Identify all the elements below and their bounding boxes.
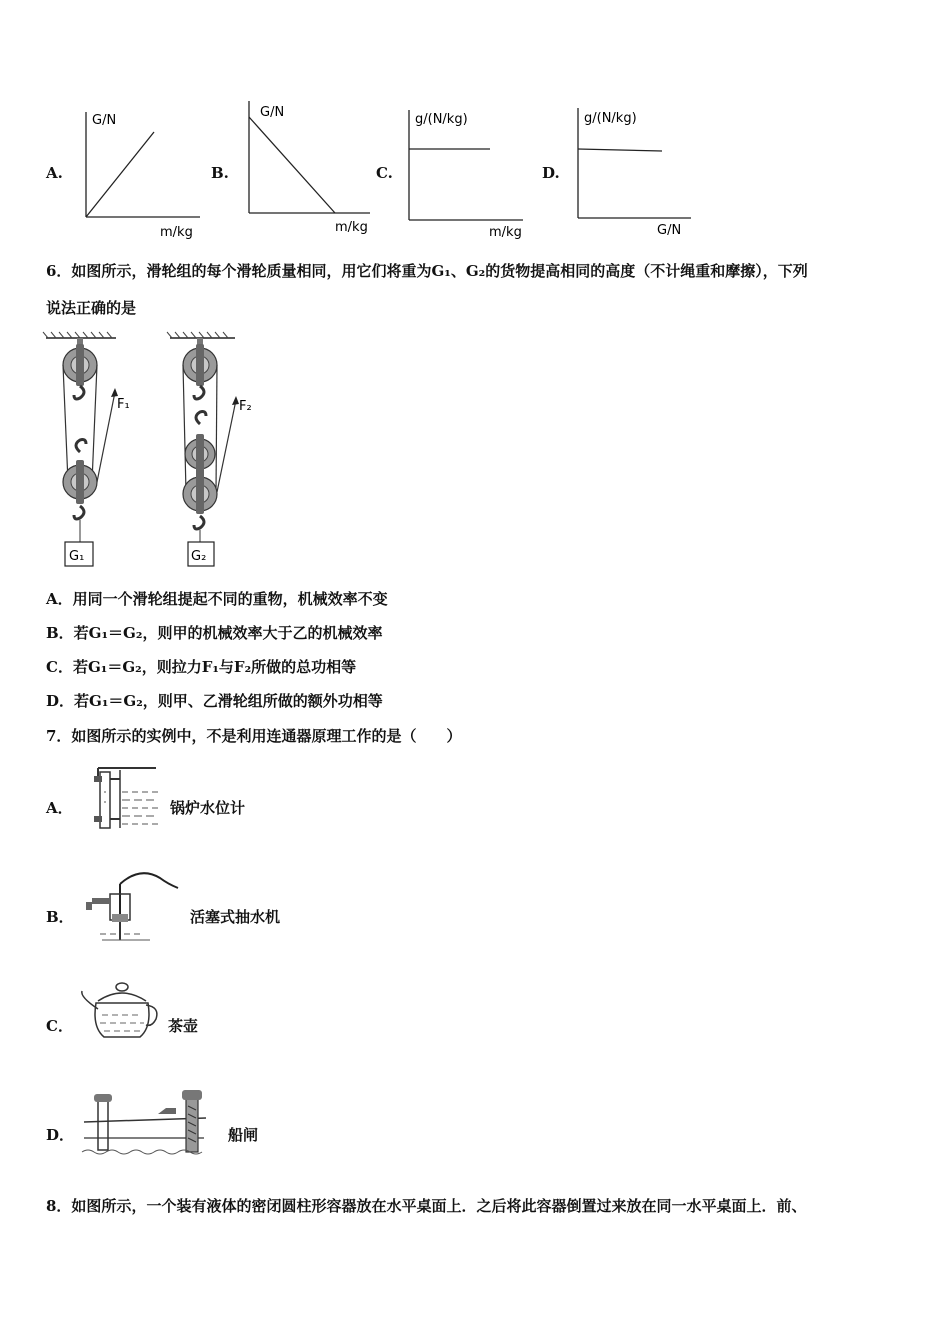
force-label-f2: F₂ xyxy=(239,399,252,414)
q6-option-b: B．若G₁＝G₂，则甲的机械效率大于乙的机械效率 xyxy=(46,624,383,642)
q6-option-d: D．若G₁＝G₂，则甲、乙滑轮组所做的额外功相等 xyxy=(46,692,383,710)
graph-b xyxy=(225,95,385,240)
teapot-image xyxy=(76,975,166,1045)
option-letter: B． xyxy=(46,908,74,926)
graph-a xyxy=(60,100,210,240)
x-axis-label: m/kg xyxy=(335,220,368,235)
y-axis-label: G/N xyxy=(260,105,285,120)
q7-stem: 7．如图所示的实例中，不是利用连通器原理工作的是（ ） xyxy=(46,727,462,745)
piston-pump-image xyxy=(80,864,180,946)
x-axis-label: m/kg xyxy=(160,225,193,240)
graph-c xyxy=(395,100,535,240)
line-constant xyxy=(578,149,662,151)
option-label: 活塞式抽水机 xyxy=(190,908,281,926)
boiler-gauge-image xyxy=(78,762,168,834)
y-axis-label: g/(N/kg) xyxy=(584,111,637,126)
q8-stem: 8．如图所示，一个装有液体的密闭圆柱形容器放在水平桌面上．之后将此容器倒置过来放在同一水平桌面上．前、 xyxy=(46,1197,807,1215)
option-letter: C. xyxy=(376,164,393,182)
weight-label-g2: G₂ xyxy=(191,549,207,564)
graph-d xyxy=(566,100,706,240)
option-label: 锅炉水位计 xyxy=(170,799,246,817)
line-decreasing xyxy=(249,117,335,213)
option-letter: A． xyxy=(46,799,73,817)
option-letter: B. xyxy=(211,164,229,182)
pulley-figure xyxy=(40,330,280,575)
x-axis-label: G/N xyxy=(657,223,682,238)
y-axis-label: G/N xyxy=(92,113,117,128)
weight-label-g1: G₁ xyxy=(69,549,85,564)
option-label: 船闸 xyxy=(228,1126,259,1144)
option-label: 茶壶 xyxy=(168,1017,199,1035)
q6-stem-line2: 说法正确的是 xyxy=(46,299,137,317)
x-axis-label: m/kg xyxy=(489,225,522,240)
option-letter: C． xyxy=(46,1017,73,1035)
q6-option-c: C．若G₁＝G₂，则拉力F₁与F₂所做的总功相等 xyxy=(46,658,357,676)
option-letter: D． xyxy=(46,1126,75,1144)
q6-stem-line1: 6．如图所示，滑轮组的每个滑轮质量相同，用它们将重为G₁、G₂的货物提高相同的高度（不计绳重和摩擦），下列 xyxy=(46,262,808,280)
option-letter: D. xyxy=(542,164,560,182)
option-letter: A. xyxy=(46,164,63,182)
y-axis-label: g/(N/kg) xyxy=(415,112,468,127)
force-label-f1: F₁ xyxy=(117,397,130,412)
q6-option-a: A．用同一个滑轮组提起不同的重物，机械效率不变 xyxy=(46,590,388,608)
line-proportional xyxy=(86,132,154,217)
ship-lock-image xyxy=(78,1084,223,1162)
